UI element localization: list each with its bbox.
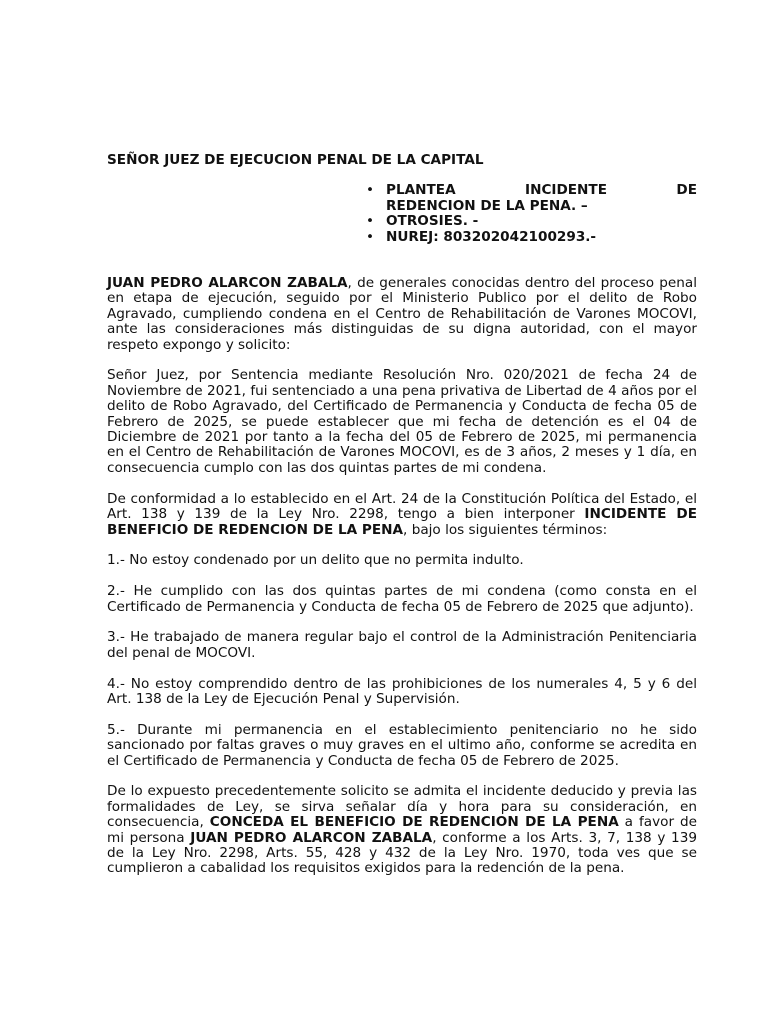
term-1: 1.- No estoy condenado por un delito que no permita indulto. xyxy=(107,552,524,569)
term-5: 5.- Durante mi permanencia en el establecimiento penitenciario no he sido sancionado por faltas graves o muy graves en el ultimo año, conforme se acredita en el Certificado de Permanencia y Conducta de fecha 05 de Febrero de 2025. xyxy=(107,721,697,769)
conformity-text-before: De conformidad a lo establecido en el Art. 24 de la Constitución Política del Estado, el Art. 138 y 139 de la Ley Nro. 2298, tengo a bien interponer xyxy=(107,490,697,523)
subject-line-2: REDENCION DE LA PENA. – xyxy=(386,197,588,214)
petitioner-name: JUAN PEDRO ALARCON ZABALA xyxy=(107,275,348,292)
incident-title: INCIDENTE DE BENEFICIO DE REDENCION DE LA PENA xyxy=(107,506,697,538)
list-item xyxy=(360,183,697,214)
conclusion-text-1: De lo expuesto precedentemente solicito se admita el incidente deducido y previa las formalidades de Ley, se sirva señalar día y hora para su consideración, en consecuencia, xyxy=(107,783,697,831)
conclusion-text-2: a favor de mi persona xyxy=(107,814,697,846)
subject-line-1: PLANTEA INCIDENTE DE xyxy=(386,182,697,199)
conclusion-paragraph xyxy=(107,784,697,876)
otrosies-label: OTROSIES. - xyxy=(386,213,479,230)
subject-list xyxy=(360,183,697,245)
intro-text: , de generales conocidas dentro del proceso penal en etapa de ejecución, seguido por el Ministerio Publico por el delito de Robo Agravado, cumpliendo condena en el Centro de Rehabilitación de Varones MOCOVI, ante las consideraciones más distinguidas de su digna autoridad, con el mayor respeto expongo y solicito: xyxy=(107,275,697,353)
conformity-paragraph xyxy=(107,492,697,538)
list-item xyxy=(360,214,697,229)
term-2: 2.- He cumplido con las dos quintas partes de mi condena (como consta en el Certificado de Permanencia y Conducta de fecha 05 de Febrero de 2025 que adjunto). xyxy=(107,583,697,615)
term-4: 4.- No estoy comprendido dentro de las prohibiciones de los numerales 4, 5 y 6 del Art. 138 de la Ley de Ejecución Penal y Supervisión. xyxy=(107,675,697,707)
petitioner-name-2: JUAN PEDRO ALARCON ZABALA xyxy=(190,829,433,846)
list-item xyxy=(360,230,697,245)
conformity-text-after: , bajo los siguientes términos: xyxy=(403,521,608,538)
document-heading: SEÑOR JUEZ DE EJECUCION PENAL DE LA CAPITAL xyxy=(107,152,484,168)
nurej-label: NUREJ: 803202042100293.- xyxy=(386,228,597,245)
intro-paragraph xyxy=(107,276,697,353)
document-page xyxy=(107,153,697,877)
sentence-paragraph: Señor Juez, por Sentencia mediante Resolución Nro. 020/2021 de fecha 24 de Noviembre de 2021, fui sentenciado a una pena privativa de Libertad de 4 años por el delito de Robo Agravado, del Certificado de Permanencia y Conducta de fecha 05 de Febrero de 2025, se puede establecer que mi fecha de detención es el 04 de Diciembre de 2021 por tanto a la fecha del 05 de Febrero de 2025, mi permanencia en el Centro de Rehabilitación de Varones MOCOVI, es de 3 años, 2 meses y 1 día, en consecuencia cumplo con las dos quintas partes de mi condena. xyxy=(107,367,697,476)
request-bold: CONCEDA EL BENEFICIO DE REDENCION DE LA PENA xyxy=(209,814,619,831)
term-3: 3.- He trabajado de manera regular bajo el control de la Administración Penitenciaria del penal de MOCOVI. xyxy=(107,629,697,661)
conclusion-text-3: , conforme a los Arts. 3, 7, 138 y 139 de la Ley Nro. 2298, Arts. 55, 428 y 432 de la Ley Nro. 1970, toda ves que se cumplieron a cabalidad los requisitos exigidos para la redención de la pena. xyxy=(107,829,697,877)
